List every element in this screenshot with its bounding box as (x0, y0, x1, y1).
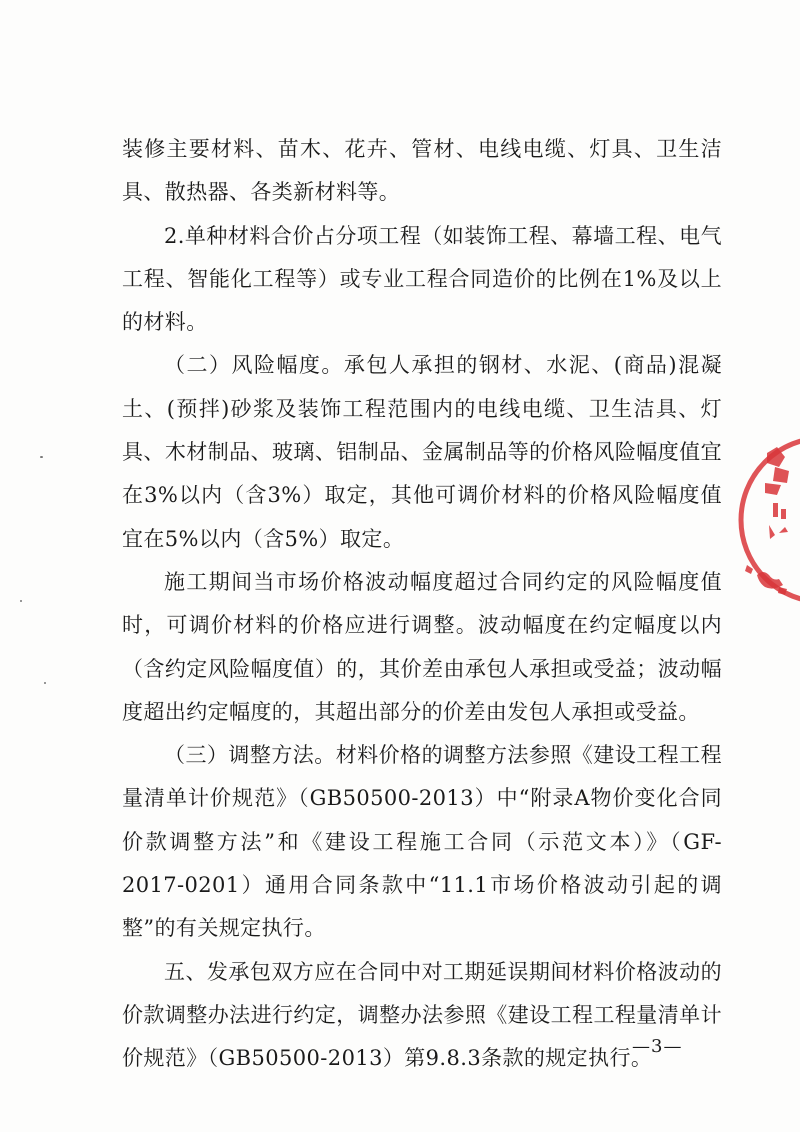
paragraph-continuation: 装修主要材料、苗木、花卉、管材、电线电缆、灯具、卫生洁具、散热器、各类新材料等。 (122, 137, 722, 205)
scan-speck (44, 682, 46, 684)
scan-speck (20, 600, 22, 602)
paragraph-risk-range: （二）风险幅度。承包人承担的钢材、水泥、(商品)混凝土、(预拌)砂浆及装饰工程范围内的电线电缆、卫生洁具、灯具、木材制品、玻璃、铝制品、金属制品等的价格风险幅度值宜在3%以内（含3%）取定，其他可调价材料的价格风险幅度值宜在5%以内（含5%）取定。 (122, 353, 722, 551)
page-number: —3— (632, 1036, 683, 1057)
paragraph-price-fluctuation: 施工期间当市场价格波动幅度超过合同约定的风险幅度值时，可调价材料的价格应进行调整。波动幅度在约定幅度以内（含约定风险幅度值）的，其价差由承包人承担或受益；波动幅度超出约定幅度的，其超出部分的价差由发包人承担或受益。 (122, 569, 722, 724)
red-official-seal-icon (735, 425, 800, 625)
scan-speck (40, 456, 43, 458)
paragraph-item-5: 五、发承包双方应在合同中对工期延误期间材料价格波动的价款调整办法进行约定，调整办法参照《建设工程工程量清单计价规范》（GB50500-2013）第9.8.3条款的规定执行。 (122, 959, 722, 1071)
paragraph-item-2: 2.单种材料合价占分项工程（如装饰工程、幕墙工程、电气工程、智能化工程等）或专业工程合同造价的比例在1%及以上的材料。 (122, 223, 722, 335)
body-text (122, 128, 722, 1081)
paragraph-adjustment-method: （三）调整方法。材料价格的调整方法参照《建设工程工程量清单计价规范》（GB50500-2013）中“附录A物价变化合同价款调整方法”和《建设工程施工合同（示范文本）》（GF-2017-0201）通用合同条款中“11.1市场价格波动引起的调整”的有关规定执行。 (122, 743, 722, 941)
